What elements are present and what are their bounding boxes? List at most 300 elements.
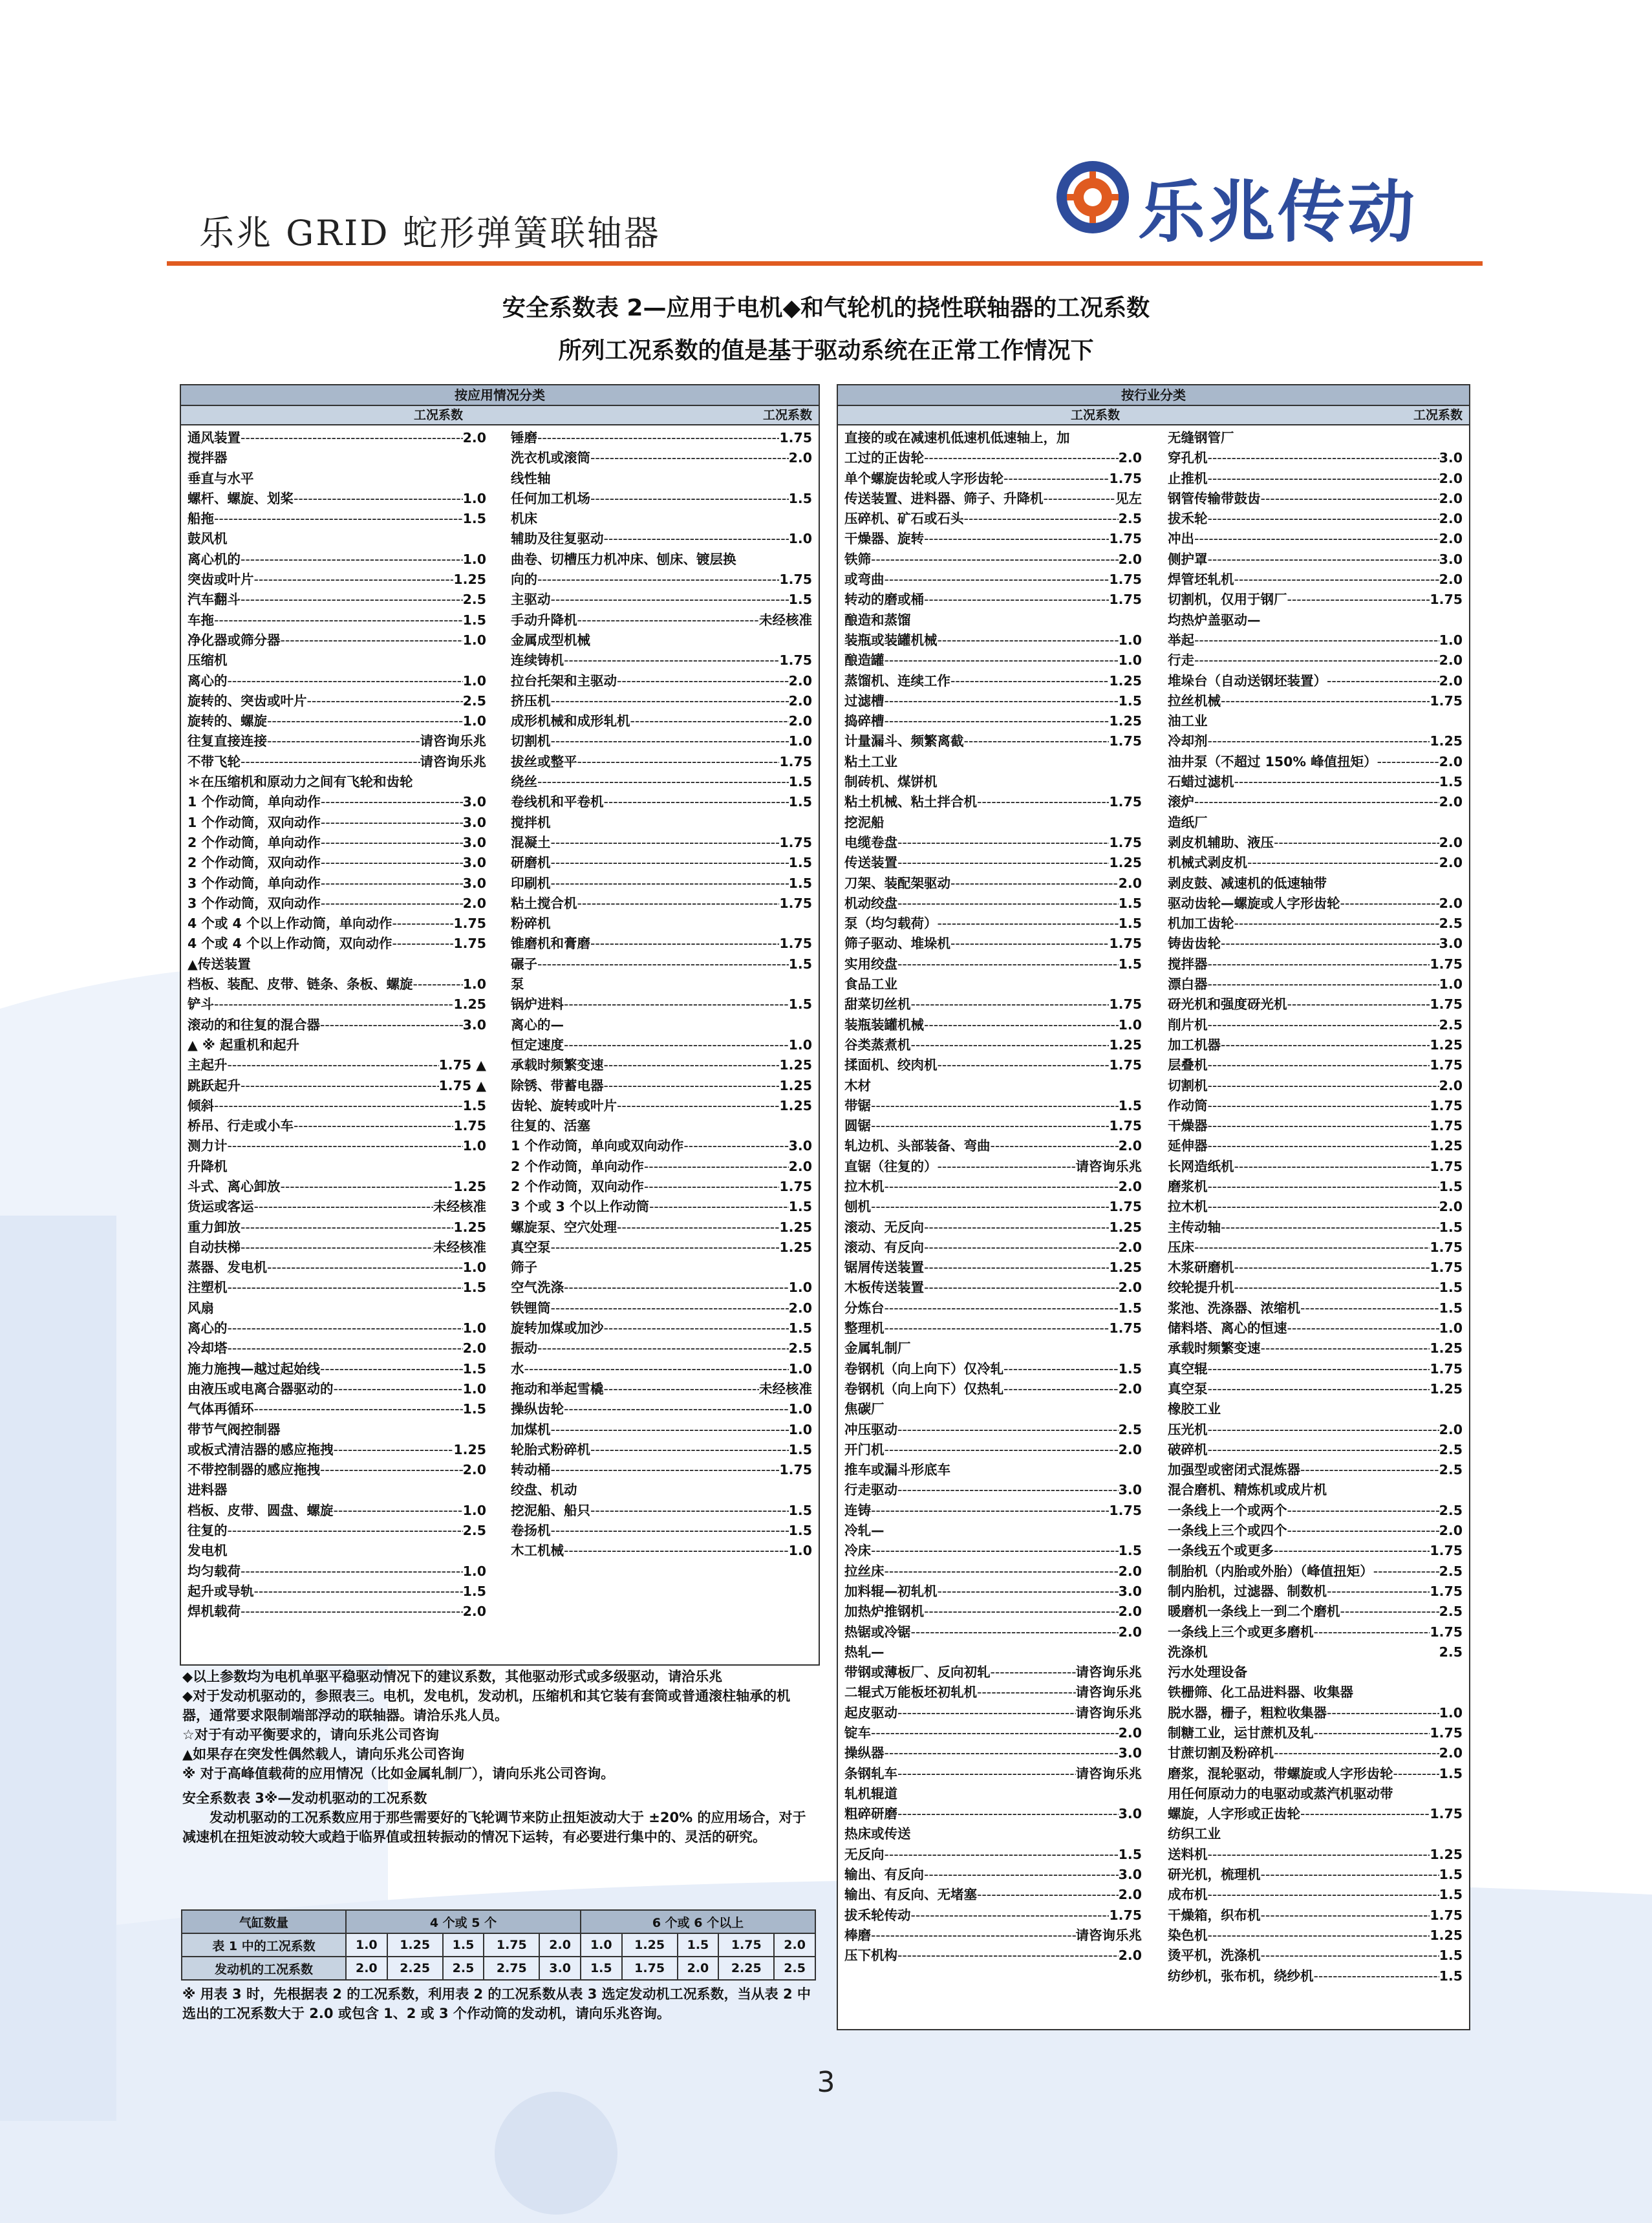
leader-dots (392, 934, 453, 954)
leader-dots (321, 833, 463, 853)
leader-dots (1003, 1359, 1119, 1379)
factor-label: 主传动轴 (1168, 1219, 1221, 1235)
note: ◆对于发动机驱动的，参照表三。电机，发电机，发动机，压缩机和其它装有套筒或普通滚柱轴承的机器，通常要求限制端部浮动的联轴器。请洽乐兆人员。 (182, 1688, 791, 1723)
factor-row (844, 711, 1142, 731)
factor-value: 2.5 (1439, 1644, 1463, 1660)
leader-dots (228, 671, 463, 691)
factor-label: 冲出 (1168, 531, 1194, 547)
factor-label: 切割机 (1168, 1077, 1208, 1093)
factor-label: 送料机 (1168, 1846, 1208, 1862)
factor-row (844, 1136, 1142, 1156)
factor-row (1168, 590, 1463, 610)
factor-label: 拔禾轮传动 (844, 1907, 911, 1923)
leader-dots (228, 1338, 463, 1358)
leader-dots (214, 1096, 463, 1116)
factor-label: 真空泵 (511, 1239, 551, 1255)
leader-dots (885, 1298, 1119, 1318)
factor-value: 见左 (1115, 490, 1142, 506)
factor-value: 2.0 (1118, 1138, 1142, 1154)
table-cell: 3.0 (539, 1957, 581, 1980)
leader-dots (307, 691, 463, 711)
factor-label: 石蜡过滤机 (1168, 774, 1234, 790)
factor-label: 不带飞轮 (188, 753, 241, 769)
leader-dots (871, 1501, 1109, 1521)
table-cell: 2.5 (774, 1957, 815, 1980)
factor-value: 1.5 (788, 1441, 812, 1457)
factor-row (188, 1379, 486, 1399)
factor-row (1168, 894, 1463, 914)
leader-dots (1261, 1906, 1430, 1926)
leader-dots (885, 1318, 1110, 1338)
factor-value: 1.5 (1118, 956, 1142, 972)
factor-label: 鼓风机 (188, 531, 228, 547)
leader-dots (1208, 974, 1439, 994)
factor-row (511, 894, 812, 914)
factor-row (511, 529, 812, 549)
factor-label: 压床 (1168, 1239, 1194, 1255)
factor-value: 1.75 (779, 1462, 812, 1478)
factor-value: 未经核准 (759, 612, 812, 628)
factor-value: 1.75 (1430, 1725, 1463, 1741)
factor-row (844, 1197, 1142, 1217)
leader-dots (871, 1096, 1119, 1116)
subheader-label: 工况系数 (762, 408, 812, 422)
leader-dots (1208, 1136, 1430, 1156)
leader-dots (564, 1541, 789, 1561)
factor-label: 或板式清洁器的感应拖拽 (188, 1441, 334, 1457)
factor-value: 1.5 (1118, 693, 1142, 709)
factor-row (1168, 914, 1463, 934)
factor-label: 干燥器 (1168, 1118, 1208, 1134)
leader-dots (924, 1602, 1119, 1622)
factor-row (188, 1055, 486, 1075)
factor-label: 剥皮机辅助、液压 (1168, 834, 1274, 850)
leader-dots (1221, 691, 1430, 711)
factor-value: 请咨询乐兆 (420, 733, 486, 749)
factor-label: 干燥器、旋转 (844, 531, 924, 547)
leader-dots (897, 853, 1109, 873)
leader-dots (1194, 529, 1439, 549)
leader-dots (630, 711, 789, 731)
factor-row (844, 1116, 1142, 1136)
factor-row (188, 874, 486, 894)
factor-label: 挤压机 (511, 693, 551, 709)
leader-dots (1208, 1177, 1439, 1197)
factor-label: 造纸厂 (1168, 814, 1208, 830)
leader-dots (1208, 1420, 1439, 1440)
factor-value: 1.75 (1109, 834, 1142, 850)
leader-dots (1234, 914, 1439, 934)
factor-row (844, 1926, 1142, 1946)
leader-dots (924, 590, 1109, 610)
factor-row (1168, 1177, 1463, 1197)
factor-label: 2 个作动筒，双向动作 (511, 1178, 644, 1194)
factor-value: 1.25 (453, 572, 486, 588)
factor-label: 冷轧— (844, 1523, 885, 1539)
factor-row (511, 1298, 812, 1318)
table-header-cell: 6 个或 6 个以上 (581, 1910, 815, 1933)
leader-dots (1221, 934, 1439, 954)
leader-dots (214, 994, 453, 1015)
factor-row (844, 874, 1142, 894)
panel-title: 按应用情况分类 (181, 385, 819, 406)
factor-label: 整理机 (844, 1320, 885, 1337)
factor-value: 2.0 (1439, 753, 1463, 769)
leader-dots (1314, 1966, 1439, 1986)
factor-value: 2.0 (1439, 672, 1463, 689)
factor-value: 2.0 (1439, 895, 1463, 911)
factor-row (844, 1298, 1142, 1318)
factor-label: 泵（均匀载荷） (844, 916, 938, 932)
factor-label: 注塑机 (188, 1280, 228, 1296)
factor-label: 粉碎机 (511, 916, 551, 932)
factor-row (511, 1076, 812, 1096)
factor-row (188, 1197, 486, 1217)
leader-dots (1274, 1743, 1439, 1763)
factor-label: 蒸馏机、连续工作 (844, 672, 950, 689)
factor-label: 一条线五个或更多 (1168, 1543, 1274, 1559)
factor-row (844, 1501, 1142, 1521)
factor-row (511, 550, 812, 570)
factor-row (188, 1582, 486, 1602)
table-header-row (182, 1910, 815, 1933)
factor-value: 2.0 (462, 430, 486, 446)
factor-value: 1.25 (1430, 1380, 1463, 1397)
category-heading (188, 650, 486, 671)
leader-dots (1208, 1096, 1430, 1116)
factor-row (188, 1501, 486, 1521)
factor-row (511, 590, 812, 610)
leader-dots (924, 448, 1119, 468)
factor-row (844, 833, 1142, 853)
factor-row (1168, 1723, 1463, 1743)
factor-label: 木板传送装置 (844, 1280, 924, 1296)
leader-dots (334, 1501, 463, 1521)
factor-row (511, 752, 812, 772)
leader-dots (254, 1399, 463, 1419)
factor-label: 碾子 (511, 956, 537, 972)
factor-value: 1.75 (1430, 1097, 1463, 1113)
factor-row (1168, 1460, 1463, 1480)
factor-label: 蒸器、发电机 (188, 1260, 267, 1276)
factor-row (844, 509, 1142, 529)
factor-value: 2.0 (1439, 1745, 1463, 1761)
leader-dots (604, 529, 789, 549)
factor-row (511, 691, 812, 711)
factor-row (511, 1218, 812, 1238)
factor-row (511, 1338, 812, 1358)
leader-dots (1261, 1338, 1430, 1358)
factor-row (188, 1521, 486, 1541)
factor-value: 3.0 (1118, 1482, 1142, 1498)
factor-label: 卷扬机 (511, 1523, 551, 1539)
factor-value: 1.75 (779, 572, 812, 588)
leader-dots (1208, 1379, 1430, 1399)
factor-row (1168, 1480, 1463, 1500)
factor-label: 冷却塔 (188, 1340, 228, 1357)
leader-dots (604, 1318, 789, 1338)
factor-label: ▲ ※ 起重机和起升 (188, 1036, 299, 1053)
factor-row (844, 489, 1142, 509)
factor-value: 1.0 (1439, 1320, 1463, 1337)
factor-row (511, 994, 812, 1015)
factor-label: 1 个作动筒，单向或双向动作 (511, 1138, 684, 1154)
factor-value: 2.0 (1118, 875, 1142, 891)
factor-row (1168, 1743, 1463, 1763)
factor-row (511, 1157, 812, 1177)
factor-label: 驱动齿轮—螺旋或人字形齿轮 (1168, 895, 1340, 911)
factor-value: 2.0 (462, 1604, 486, 1620)
factor-row (1168, 934, 1463, 954)
factor-value: 1.0 (462, 1502, 486, 1518)
factor-value: 3.0 (462, 794, 486, 810)
factor-label: 冲压驱动 (844, 1421, 897, 1437)
factor-value: 1.75 ▲ (438, 1077, 486, 1093)
logo-gear-icon (1054, 158, 1132, 236)
factor-value: 1.0 (1439, 976, 1463, 993)
factor-label: 洗涤机 (1168, 1644, 1208, 1660)
leader-dots (871, 1723, 1119, 1743)
table-row (182, 1933, 815, 1957)
factor-label: 砑光机和强度砑光机 (1168, 996, 1287, 1013)
brand-logo (1054, 155, 1474, 252)
leader-dots (577, 752, 780, 772)
factor-label: 研光机，梳理机 (1168, 1867, 1261, 1883)
factor-value: 1.75 (779, 753, 812, 769)
factor-row (1168, 853, 1463, 873)
factor-value: 3.0 (1118, 1806, 1142, 1822)
factor-value: 1.5 (462, 1280, 486, 1296)
factor-list (188, 428, 486, 1622)
table-row (182, 1957, 815, 1980)
factor-row (1168, 772, 1463, 792)
factor-row (1168, 1602, 1463, 1622)
factor-value: 2.5 (462, 1523, 486, 1539)
factor-row (1168, 731, 1463, 751)
factor-row (844, 671, 1142, 691)
factor-label: 甜菜切丝机 (844, 996, 911, 1013)
factor-label: 铁筛 (844, 551, 871, 567)
factor-label: 货运或客运 (188, 1199, 254, 1215)
leader-dots (885, 570, 1110, 590)
factor-label: 染色机 (1168, 1927, 1208, 1943)
note: ※ 对于高峰值载荷的应用情况（比如金属轧制厂），请向乐兆公司咨询。 (182, 1766, 615, 1781)
factor-value: 1.5 (788, 1320, 812, 1337)
factor-label: 2 个作动筒，单向动作 (511, 1158, 644, 1174)
factor-row (1168, 1197, 1463, 1217)
factor-value: 1.75 (1430, 956, 1463, 972)
factor-row (844, 1541, 1142, 1561)
factor-label: 木浆研磨机 (1168, 1260, 1234, 1276)
table-header-cell: 气缸数量 (182, 1910, 346, 1933)
leader-dots (577, 894, 780, 914)
factor-label: 食品工业 (844, 976, 897, 993)
factor-row (1168, 1804, 1463, 1824)
factor-label: 止推机 (1168, 470, 1208, 486)
leader-dots (617, 671, 789, 691)
factor-label: 带钢或薄板厂、反向初轧 (844, 1664, 991, 1681)
factor-value: 1.5 (462, 612, 486, 628)
leader-dots (241, 1218, 453, 1238)
factor-label: 水 (511, 1360, 524, 1377)
factor-value: 1.5 (1439, 1867, 1463, 1883)
note: ▲如果存在突发性偶然载人，请向乐兆公司咨询 (182, 1746, 465, 1762)
leader-dots (938, 1157, 1076, 1177)
factor-row (844, 1682, 1142, 1702)
factor-value: 1.5 (1118, 895, 1142, 911)
factor-label: 无缝钢管厂 (1168, 430, 1234, 446)
factor-label: 粘土机械、粘土拌合机 (844, 794, 977, 810)
factor-label: 搅拌机 (511, 814, 551, 830)
factor-label: 焦碳厂 (844, 1401, 885, 1417)
factor-label: 纺织工业 (1168, 1826, 1221, 1842)
factor-row (511, 1399, 812, 1419)
leader-dots (537, 428, 779, 448)
factor-value: 1.25 (1109, 855, 1142, 871)
factor-row (844, 550, 1142, 570)
factor-value: 2.0 (1118, 1624, 1142, 1640)
factor-row (844, 428, 1142, 448)
factor-row (511, 570, 812, 590)
leader-dots (228, 1521, 463, 1541)
factor-label: 倾斜 (188, 1097, 214, 1113)
leader-dots (228, 1136, 463, 1156)
leader-dots (950, 934, 1109, 954)
factor-label: 机械式剥皮机 (1168, 855, 1247, 871)
table-cell: 1.0 (581, 1933, 622, 1957)
factor-row (1168, 1035, 1463, 1055)
factor-label: 无反向 (844, 1846, 885, 1862)
factor-label: 轧边机、头部装备、弯曲 (844, 1138, 991, 1154)
factor-value: 1.75 (1430, 996, 1463, 1013)
factor-label: 成形机械和成形轧机 (511, 713, 630, 729)
factor-row (1168, 1076, 1463, 1096)
factor-row (1168, 1116, 1463, 1136)
leader-dots (991, 1136, 1119, 1156)
factor-label: 不带控制器的感应拖拽 (188, 1462, 320, 1478)
leader-dots (267, 1258, 463, 1278)
leader-dots (1194, 1238, 1430, 1258)
factor-label: 橡胶工业 (1168, 1401, 1221, 1417)
factor-row (511, 853, 812, 873)
factor-value: 1.75 (453, 1118, 486, 1134)
leader-dots (1208, 509, 1439, 529)
leader-dots (254, 1197, 434, 1217)
factor-value: 1.75 (1109, 794, 1142, 810)
factor-row (1168, 489, 1463, 509)
factor-row (511, 874, 812, 894)
leader-dots (1208, 731, 1430, 751)
factor-value: 1.5 (788, 1523, 812, 1539)
category-heading (511, 630, 812, 650)
factor-row (188, 894, 486, 914)
factor-label: 直接的或在减速机低速机低速轴上，加 (844, 430, 1070, 446)
leader-dots (1300, 1298, 1439, 1318)
factor-label: 拖动和举起雪橇 (511, 1380, 604, 1397)
leader-dots (1194, 630, 1439, 650)
factor-label: 旋转的、螺旋 (188, 713, 267, 729)
factor-label: 线性轴 (511, 470, 551, 486)
factor-label: 加热炉推钢机 (844, 1604, 924, 1620)
factor-value: 1.0 (1118, 1016, 1142, 1033)
leader-dots (1327, 1582, 1430, 1602)
factor-row (511, 1420, 812, 1440)
category-heading (511, 974, 812, 994)
leader-dots (938, 1582, 1119, 1602)
leader-dots (871, 1926, 1076, 1946)
factor-value: 3.0 (462, 1016, 486, 1033)
factor-label: 制胎机（内胎或外胎）（峰值扭矩） (1168, 1563, 1373, 1579)
factor-value: 1.0 (1439, 1704, 1463, 1721)
factor-value: 1.75 (1430, 1543, 1463, 1559)
factor-value: 1.75 (1109, 531, 1142, 547)
leader-dots (1300, 1804, 1430, 1824)
leader-dots (537, 1338, 789, 1358)
factor-row (1168, 1622, 1463, 1642)
factor-label: 均匀载荷 (188, 1563, 241, 1579)
leader-dots (564, 650, 779, 671)
factor-row (1168, 650, 1463, 671)
factor-row (844, 1764, 1142, 1784)
factor-label: 或弯曲 (844, 572, 885, 588)
factor-label: 自动扶梯 (188, 1239, 241, 1255)
factor-value: 1.0 (462, 976, 486, 993)
leader-dots (911, 1035, 1110, 1055)
leader-dots (281, 630, 463, 650)
factor-row (1168, 1278, 1463, 1298)
leader-dots (1247, 853, 1439, 873)
factor-value: 3.0 (1118, 1583, 1142, 1599)
factor-label: 直锯（往复的） (844, 1158, 938, 1174)
factor-label: 锥磨机和膏磨 (511, 936, 590, 952)
leader-dots (1327, 671, 1439, 691)
leader-dots (897, 833, 1109, 853)
factor-label: 滚动、有反向 (844, 1239, 924, 1255)
leader-dots (334, 1379, 463, 1399)
leader-dots (1208, 1440, 1439, 1460)
factor-row (511, 610, 812, 630)
leader-dots (241, 752, 420, 772)
leader-dots (885, 1562, 1119, 1582)
category-heading (844, 974, 1142, 994)
factor-value: 1.0 (462, 1380, 486, 1397)
factor-value: 2.5 (1439, 1563, 1463, 1579)
factor-row (511, 1035, 812, 1055)
leader-dots (911, 994, 1110, 1015)
factor-row (844, 1804, 1142, 1824)
factor-label: 3 个或 3 个以上作动筒 (511, 1199, 649, 1215)
factor-row (1168, 1258, 1463, 1278)
factor-label: 刀架、装配架驱动 (844, 875, 950, 891)
factor-label: 铸齿齿轮 (1168, 936, 1221, 952)
factor-row (844, 448, 1142, 468)
factor-label: 螺旋泵、空穴处理 (511, 1219, 617, 1235)
factor-value: 2.0 (1439, 1523, 1463, 1539)
factor-label: 主驱动 (511, 592, 551, 608)
factor-value: 1.25 (1109, 1036, 1142, 1053)
factor-label: 突齿或叶片 (188, 572, 254, 588)
factor-label: 脱水器，栅子，粗粒收集器 (1168, 1704, 1327, 1721)
factor-label: 冷床 (844, 1543, 871, 1559)
notes-block (182, 1667, 816, 1847)
factor-label: 印刷机 (511, 875, 551, 891)
factor-row (188, 914, 486, 934)
leader-dots (897, 1480, 1119, 1500)
factor-label: 压光机 (1168, 1421, 1208, 1437)
note: ☆对于有动平衡要求的，请向乐兆公司咨询 (182, 1727, 439, 1743)
factor-row (511, 1278, 812, 1298)
factor-value: 1.75 (1109, 1199, 1142, 1215)
